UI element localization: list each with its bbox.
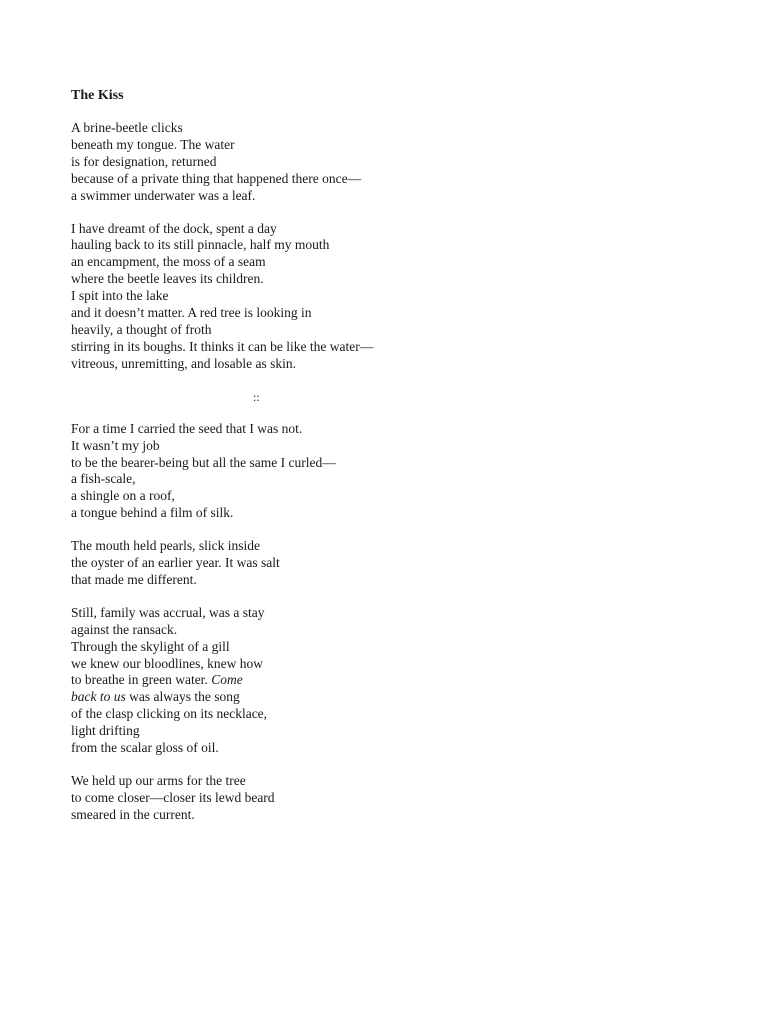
poem-line: an encampment, the moss of a seam (71, 254, 266, 270)
poem-line: beneath my tongue. The water (71, 136, 235, 152)
poem-page (71, 86, 711, 840)
poem-line: that made me different. (71, 571, 197, 587)
poem-line: and it doesn’t matter. A red tree is looking in (71, 305, 312, 321)
poem-line: to be the bearer-being but all the same I curled— (71, 454, 336, 470)
italic-text: Come (211, 672, 243, 688)
poem-line: a swimmer underwater was a leaf. (71, 187, 256, 203)
poem-line: the oyster of an earlier year. It was salt (71, 555, 280, 571)
poem-line: against the ransack. (71, 621, 178, 637)
italic-text: back to us (71, 689, 126, 705)
poem-line: to come closer—closer its lewd beard (71, 789, 275, 805)
poem-line: hauling back to its still pinnacle, half my mouth (71, 237, 330, 253)
line-text: to breathe in green water. (71, 672, 212, 688)
poem-line: light drifting (71, 723, 140, 739)
poem-line: a shingle on a roof, (71, 488, 175, 504)
poem-line-with-italic (71, 672, 711, 689)
section-break: :: (253, 389, 260, 404)
poem-line: Through the skylight of a gill (71, 638, 230, 654)
line-text: was always the song (125, 689, 240, 705)
stanza-2 (71, 221, 711, 373)
stanza-6 (71, 773, 711, 824)
poem-line: a fish-scale, (71, 471, 136, 487)
poem-line: We held up our arms for the tree (71, 773, 246, 788)
stanza-1 (71, 120, 711, 205)
stanza-4 (71, 538, 711, 589)
poem-line: I have dreamt of the dock, spent a day (71, 220, 277, 236)
stanza-5 (71, 605, 711, 757)
poem-line: smeared in the current. (71, 806, 195, 822)
poem-line: I spit into the lake (71, 288, 169, 304)
poem-line: is for designation, returned (71, 153, 217, 169)
poem-line: a tongue behind a film of silk. (71, 505, 234, 521)
poem-line: stirring in its boughs. It thinks it can be like the water— (71, 338, 374, 354)
poem-line: we knew our bloodlines, knew how (71, 655, 263, 671)
poem-line: from the scalar gloss of oil. (71, 740, 219, 756)
poem-title: The Kiss (71, 88, 124, 103)
poem-line: Still, family was accrual, was a stay (71, 604, 265, 620)
stanza-3 (71, 421, 711, 522)
poem-line: heavily, a thought of froth (71, 321, 212, 337)
poem-line: vitreous, unremitting, and losable as skin. (71, 355, 296, 371)
poem-line: It wasn’t my job (71, 437, 160, 453)
poem-line: The mouth held pearls, slick inside (71, 538, 260, 554)
poem-line: where the beetle leaves its children. (71, 271, 264, 287)
poem-line: because of a private thing that happened there once— (71, 170, 362, 186)
poem-line: A brine-beetle clicks (71, 120, 183, 135)
poem-line-with-italic (71, 689, 711, 706)
poem-line: of the clasp clicking on its necklace, (71, 706, 268, 722)
poem-line: For a time I carried the seed that I was not. (71, 420, 303, 436)
